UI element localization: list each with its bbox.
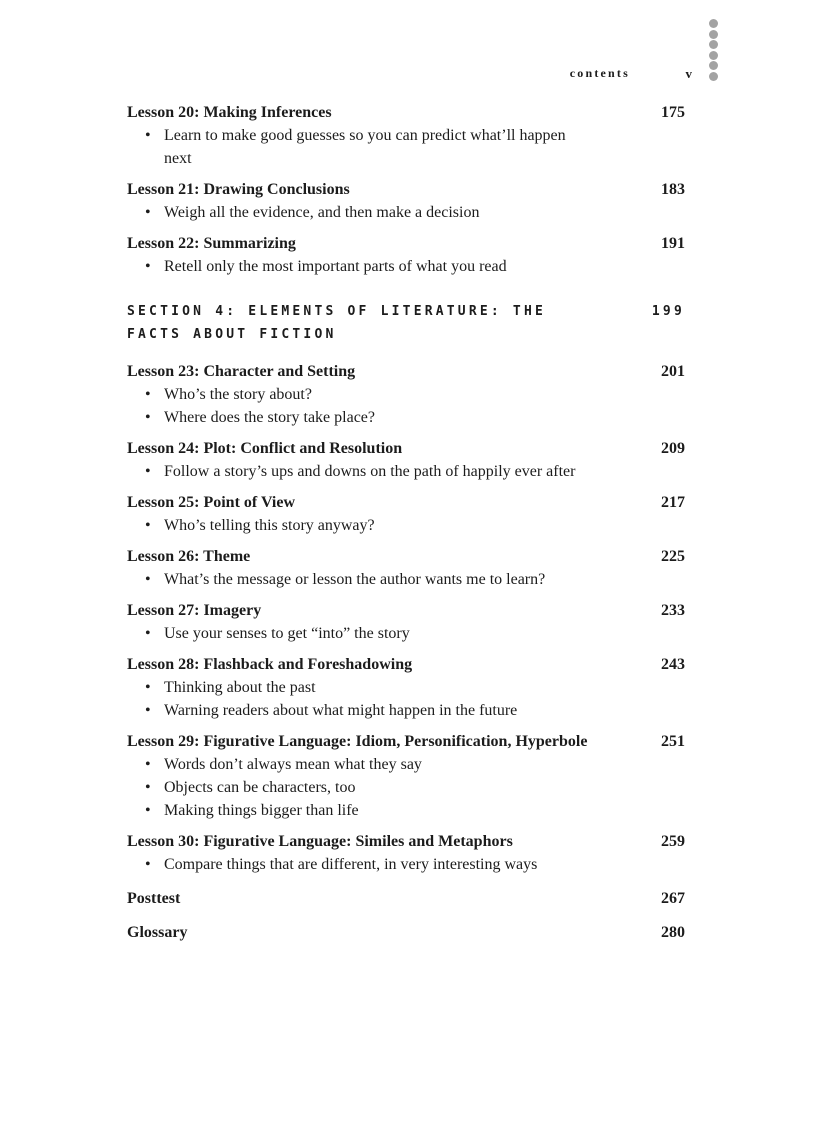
entry-bullet: • Thinking about the past xyxy=(127,676,685,699)
toc-entry-lesson-22 xyxy=(127,233,685,278)
entry-title: Lesson 21: Drawing Conclusions xyxy=(127,181,350,198)
entry-title: Lesson 26: Theme xyxy=(127,548,251,565)
entry-page: 233 xyxy=(661,602,685,619)
entry-title: Lesson 30: Figurative Language: Similes and Metaphors xyxy=(127,833,513,850)
entry-bullet: • Who’s telling this story anyway? xyxy=(127,514,685,537)
entry-bullet: • Compare things that are different, in very interesting ways xyxy=(127,853,685,876)
running-head-page-number: v xyxy=(685,66,692,81)
entry-page: 191 xyxy=(661,235,685,252)
toc-entry-glossary xyxy=(127,922,685,944)
toc-entry-posttest xyxy=(127,888,685,910)
toc-entry-lesson-29 xyxy=(127,731,685,822)
entry-title: Lesson 23: Character and Setting xyxy=(127,363,356,380)
entry-page: 201 xyxy=(661,363,685,380)
entry-bullet: • Use your senses to get “into” the story xyxy=(127,622,685,645)
dot-icon xyxy=(709,51,718,60)
entry-bullet: • Learn to make good guesses so you can predict what’ll happen next xyxy=(127,124,685,170)
toc-entry-lesson-25 xyxy=(127,492,685,537)
toc-entry-lesson-23 xyxy=(127,361,685,429)
dot-icon xyxy=(709,72,718,81)
entry-bullet: • Warning readers about what might happen in the future xyxy=(127,699,685,722)
entry-bullet: • Making things bigger than life xyxy=(127,799,685,822)
entry-title: Lesson 24: Plot: Conflict and Resolution xyxy=(127,440,403,457)
toc-section-4 xyxy=(127,300,685,346)
toc-entry-lesson-30 xyxy=(127,831,685,876)
entry-bullet: • Retell only the most important parts of what you read xyxy=(127,255,685,278)
entry-title: Lesson 22: Summarizing xyxy=(127,235,296,252)
entry-bullet: • Objects can be characters, too xyxy=(127,776,685,799)
entry-title: Lesson 29: Figurative Language: Idiom, Personification, Hyperbole xyxy=(127,733,588,750)
entry-bullet: • Weigh all the evidence, and then make a decision xyxy=(127,201,685,224)
section-page: 199 xyxy=(651,304,685,319)
entry-page: 243 xyxy=(661,656,685,673)
entry-bullet: • Where does the story take place? xyxy=(127,406,685,429)
entry-title: Posttest xyxy=(127,890,181,907)
entry-bullet: • Words don’t always mean what they say xyxy=(127,753,685,776)
entry-page: 259 xyxy=(661,833,685,850)
dot-icon xyxy=(709,61,718,70)
entry-title: Lesson 20: Making Inferences xyxy=(127,104,332,121)
toc-entry-lesson-26 xyxy=(127,546,685,591)
running-head-label: contents xyxy=(569,66,630,80)
toc-entry-lesson-28 xyxy=(127,654,685,722)
section-title: SECTION 4: ELEMENTS OF LITERATURE: THE FACTS ABOUT FICTION xyxy=(127,304,547,342)
entry-page: 209 xyxy=(661,440,685,457)
entry-page: 280 xyxy=(661,924,685,941)
entry-title: Lesson 25: Point of View xyxy=(127,494,295,511)
entry-page: 225 xyxy=(661,548,685,565)
entry-bullet: • What’s the message or lesson the author wants me to learn? xyxy=(127,568,685,591)
entry-page: 251 xyxy=(661,733,685,750)
toc-entry-lesson-24 xyxy=(127,438,685,483)
toc-entry-lesson-21 xyxy=(127,179,685,224)
dot-icon xyxy=(709,40,718,49)
running-head xyxy=(120,66,692,84)
dot-icon xyxy=(709,19,718,28)
entry-title: Glossary xyxy=(127,924,188,941)
entry-title: Lesson 27: Imagery xyxy=(127,602,262,619)
entry-title: Lesson 28: Flashback and Foreshadowing xyxy=(127,656,413,673)
toc-entry-lesson-27 xyxy=(127,600,685,645)
entry-bullet: • Who’s the story about? xyxy=(127,383,685,406)
entry-page: 183 xyxy=(661,181,685,198)
entry-page: 267 xyxy=(661,890,685,907)
decorative-dots xyxy=(709,19,719,82)
entry-page: 217 xyxy=(661,494,685,511)
toc-entry-lesson-20 xyxy=(127,102,685,170)
table-of-contents xyxy=(127,102,685,953)
entry-bullet: • Follow a story’s ups and downs on the path of happily ever after xyxy=(127,460,685,483)
dot-icon xyxy=(709,30,718,39)
entry-page: 175 xyxy=(661,104,685,121)
